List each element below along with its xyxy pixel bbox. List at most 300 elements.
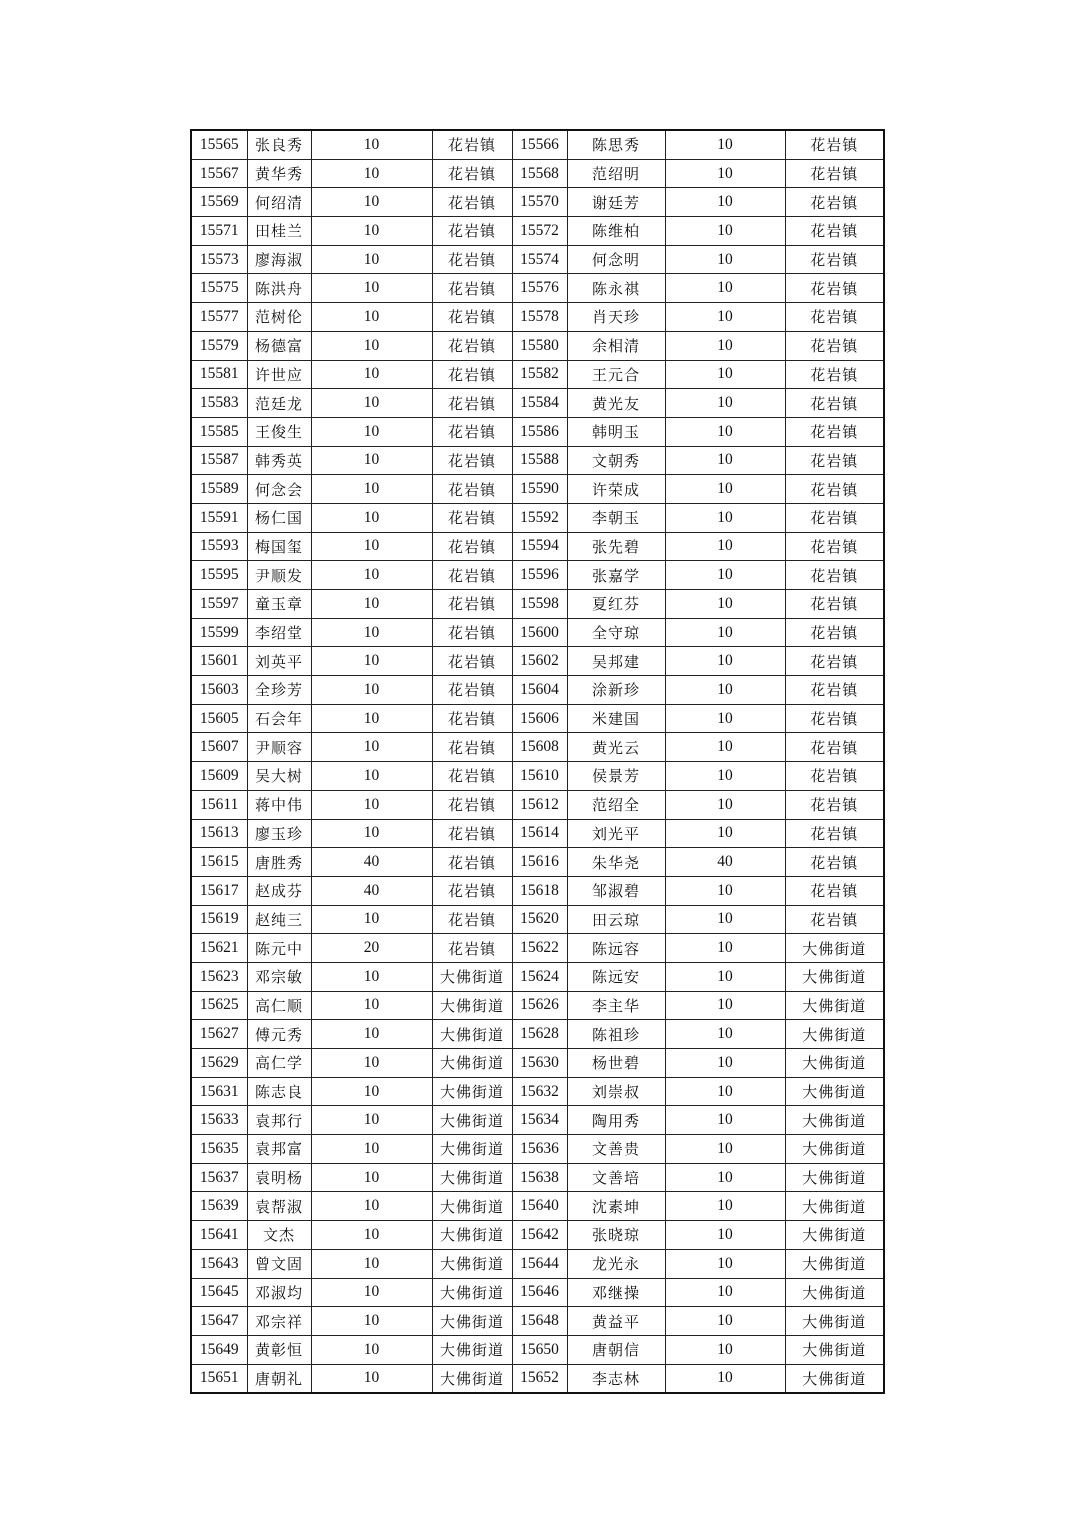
cell-right-place: 花岩镇	[785, 303, 884, 332]
cell-right-amount: 10	[665, 647, 785, 676]
table-row	[191, 1049, 884, 1078]
cell-right-amount: 10	[665, 1163, 785, 1192]
cell-right-name: 刘崇叔	[567, 1077, 665, 1106]
cell-right-id: 15566	[512, 130, 567, 159]
cell-right-amount: 10	[665, 962, 785, 991]
cell-left-id: 15593	[191, 532, 247, 561]
cell-left-id: 15609	[191, 762, 247, 791]
cell-right-name: 龙光永	[567, 1249, 665, 1278]
cell-left-amount: 10	[311, 790, 432, 819]
cell-right-id: 15584	[512, 389, 567, 418]
cell-right-id: 15618	[512, 876, 567, 905]
cell-left-place: 花岩镇	[432, 303, 512, 332]
cell-left-amount: 10	[311, 1020, 432, 1049]
cell-left-id: 15623	[191, 962, 247, 991]
cell-left-amount: 10	[311, 417, 432, 446]
cell-left-amount: 10	[311, 991, 432, 1020]
cell-right-name: 许荣成	[567, 475, 665, 504]
table-row	[191, 274, 884, 303]
cell-left-place: 大佛街道	[432, 1335, 512, 1364]
cell-left-amount: 10	[311, 1135, 432, 1164]
table-row	[191, 446, 884, 475]
cell-right-place: 花岩镇	[785, 848, 884, 877]
cell-left-place: 花岩镇	[432, 848, 512, 877]
cell-right-place: 花岩镇	[785, 130, 884, 159]
table-row	[191, 647, 884, 676]
cell-left-id: 15649	[191, 1335, 247, 1364]
cell-right-amount: 10	[665, 704, 785, 733]
cell-left-place: 花岩镇	[432, 676, 512, 705]
roster-table	[190, 129, 885, 1394]
cell-left-amount: 10	[311, 274, 432, 303]
cell-right-amount: 10	[665, 590, 785, 619]
table-row	[191, 1077, 884, 1106]
cell-left-name: 全珍芳	[247, 676, 311, 705]
cell-left-amount: 10	[311, 503, 432, 532]
cell-right-name: 文善贵	[567, 1135, 665, 1164]
cell-left-place: 大佛街道	[432, 1249, 512, 1278]
table-row	[191, 503, 884, 532]
cell-left-place: 大佛街道	[432, 1106, 512, 1135]
cell-left-place: 花岩镇	[432, 245, 512, 274]
cell-right-name: 张嘉学	[567, 561, 665, 590]
cell-left-id: 15635	[191, 1135, 247, 1164]
cell-left-id: 15647	[191, 1307, 247, 1336]
cell-right-id: 15586	[512, 417, 567, 446]
cell-right-place: 大佛街道	[785, 1364, 884, 1393]
table-row	[191, 704, 884, 733]
table-row	[191, 1135, 884, 1164]
cell-left-amount: 10	[311, 1307, 432, 1336]
cell-left-amount: 10	[311, 360, 432, 389]
table-row	[191, 1307, 884, 1336]
cell-left-id: 15571	[191, 217, 247, 246]
cell-left-place: 花岩镇	[432, 532, 512, 561]
cell-right-id: 15636	[512, 1135, 567, 1164]
cell-right-place: 大佛街道	[785, 934, 884, 963]
cell-left-place: 花岩镇	[432, 905, 512, 934]
cell-right-name: 范绍明	[567, 159, 665, 188]
cell-left-name: 韩秀英	[247, 446, 311, 475]
cell-right-place: 花岩镇	[785, 188, 884, 217]
cell-right-place: 大佛街道	[785, 1221, 884, 1250]
cell-right-id: 15594	[512, 532, 567, 561]
cell-left-name: 张良秀	[247, 130, 311, 159]
cell-left-name: 袁邦富	[247, 1135, 311, 1164]
cell-right-amount: 10	[665, 1135, 785, 1164]
table-row	[191, 1020, 884, 1049]
table-row	[191, 590, 884, 619]
cell-right-name: 韩明玉	[567, 417, 665, 446]
cell-right-name: 范绍全	[567, 790, 665, 819]
cell-left-id: 15573	[191, 245, 247, 274]
cell-left-name: 何绍清	[247, 188, 311, 217]
cell-right-name: 陈祖珍	[567, 1020, 665, 1049]
cell-right-amount: 40	[665, 848, 785, 877]
table-row	[191, 848, 884, 877]
cell-right-name: 黄益平	[567, 1307, 665, 1336]
cell-left-name: 尹顺容	[247, 733, 311, 762]
cell-left-id: 15591	[191, 503, 247, 532]
cell-left-name: 邓淑均	[247, 1278, 311, 1307]
cell-left-place: 大佛街道	[432, 1020, 512, 1049]
cell-left-place: 大佛街道	[432, 1135, 512, 1164]
cell-right-amount: 10	[665, 389, 785, 418]
cell-left-name: 廖玉珍	[247, 819, 311, 848]
cell-right-name: 谢廷芳	[567, 188, 665, 217]
cell-right-name: 李主华	[567, 991, 665, 1020]
cell-left-id: 15625	[191, 991, 247, 1020]
cell-left-id: 15569	[191, 188, 247, 217]
cell-left-id: 15599	[191, 618, 247, 647]
cell-right-name: 朱华尧	[567, 848, 665, 877]
cell-right-amount: 10	[665, 905, 785, 934]
cell-right-amount: 10	[665, 876, 785, 905]
table-row	[191, 245, 884, 274]
cell-right-id: 15626	[512, 991, 567, 1020]
cell-right-id: 15652	[512, 1364, 567, 1393]
cell-left-place: 花岩镇	[432, 790, 512, 819]
cell-left-place: 大佛街道	[432, 1192, 512, 1221]
cell-left-place: 大佛街道	[432, 991, 512, 1020]
cell-left-amount: 10	[311, 1278, 432, 1307]
cell-right-name: 文善培	[567, 1163, 665, 1192]
table-row	[191, 1278, 884, 1307]
cell-right-name: 文朝秀	[567, 446, 665, 475]
roster-body	[191, 130, 884, 1393]
table-row	[191, 303, 884, 332]
cell-left-amount: 10	[311, 303, 432, 332]
cell-right-name: 余相清	[567, 331, 665, 360]
cell-right-id: 15600	[512, 618, 567, 647]
cell-left-place: 花岩镇	[432, 647, 512, 676]
cell-right-amount: 10	[665, 475, 785, 504]
cell-right-place: 花岩镇	[785, 647, 884, 676]
cell-right-place: 大佛街道	[785, 991, 884, 1020]
cell-left-place: 大佛街道	[432, 1163, 512, 1192]
cell-right-amount: 10	[665, 503, 785, 532]
cell-left-amount: 10	[311, 1106, 432, 1135]
cell-left-name: 吴大树	[247, 762, 311, 791]
cell-left-place: 花岩镇	[432, 331, 512, 360]
cell-left-place: 花岩镇	[432, 130, 512, 159]
roster-sheet	[190, 129, 883, 1394]
cell-right-name: 邹淑碧	[567, 876, 665, 905]
cell-left-id: 15631	[191, 1077, 247, 1106]
cell-right-place: 花岩镇	[785, 590, 884, 619]
cell-left-id: 15585	[191, 417, 247, 446]
cell-left-name: 黄彰恒	[247, 1335, 311, 1364]
cell-right-place: 花岩镇	[785, 561, 884, 590]
cell-right-id: 15632	[512, 1077, 567, 1106]
table-row	[191, 876, 884, 905]
cell-left-amount: 10	[311, 1077, 432, 1106]
cell-right-id: 15622	[512, 934, 567, 963]
cell-left-id: 15641	[191, 1221, 247, 1250]
cell-left-amount: 10	[311, 331, 432, 360]
cell-left-amount: 10	[311, 1364, 432, 1393]
cell-right-id: 15590	[512, 475, 567, 504]
cell-left-place: 花岩镇	[432, 590, 512, 619]
cell-left-id: 15583	[191, 389, 247, 418]
cell-right-place: 花岩镇	[785, 762, 884, 791]
cell-left-name: 杨德富	[247, 331, 311, 360]
cell-right-place: 花岩镇	[785, 274, 884, 303]
cell-left-place: 花岩镇	[432, 188, 512, 217]
cell-right-place: 花岩镇	[785, 159, 884, 188]
cell-right-name: 邓继操	[567, 1278, 665, 1307]
cell-right-name: 何念明	[567, 245, 665, 274]
cell-left-id: 15629	[191, 1049, 247, 1078]
cell-right-id: 15628	[512, 1020, 567, 1049]
cell-left-place: 花岩镇	[432, 417, 512, 446]
cell-left-amount: 10	[311, 188, 432, 217]
table-row	[191, 762, 884, 791]
cell-right-name: 涂新珍	[567, 676, 665, 705]
cell-left-name: 高仁顺	[247, 991, 311, 1020]
cell-left-amount: 10	[311, 590, 432, 619]
cell-right-id: 15592	[512, 503, 567, 532]
cell-right-id: 15608	[512, 733, 567, 762]
cell-right-place: 大佛街道	[785, 1020, 884, 1049]
cell-right-place: 花岩镇	[785, 876, 884, 905]
cell-right-amount: 10	[665, 991, 785, 1020]
table-row	[191, 475, 884, 504]
cell-left-amount: 10	[311, 217, 432, 246]
cell-left-amount: 10	[311, 618, 432, 647]
cell-right-amount: 10	[665, 1335, 785, 1364]
cell-right-name: 吴邦建	[567, 647, 665, 676]
cell-left-name: 袁明杨	[247, 1163, 311, 1192]
cell-right-place: 花岩镇	[785, 532, 884, 561]
cell-right-place: 花岩镇	[785, 704, 884, 733]
cell-right-amount: 10	[665, 618, 785, 647]
cell-left-place: 花岩镇	[432, 503, 512, 532]
cell-left-place: 花岩镇	[432, 446, 512, 475]
table-row	[191, 217, 884, 246]
table-row	[191, 733, 884, 762]
cell-left-name: 范树伦	[247, 303, 311, 332]
cell-right-place: 花岩镇	[785, 819, 884, 848]
cell-left-amount: 10	[311, 245, 432, 274]
cell-left-name: 陈志良	[247, 1077, 311, 1106]
cell-left-place: 花岩镇	[432, 217, 512, 246]
cell-left-place: 花岩镇	[432, 389, 512, 418]
cell-right-place: 大佛街道	[785, 1135, 884, 1164]
cell-right-id: 15616	[512, 848, 567, 877]
table-row	[191, 819, 884, 848]
cell-right-place: 大佛街道	[785, 1307, 884, 1336]
cell-left-amount: 40	[311, 848, 432, 877]
cell-left-name: 蒋中伟	[247, 790, 311, 819]
cell-left-name: 石会年	[247, 704, 311, 733]
cell-right-amount: 10	[665, 360, 785, 389]
cell-left-place: 花岩镇	[432, 762, 512, 791]
cell-right-place: 花岩镇	[785, 360, 884, 389]
cell-left-amount: 10	[311, 676, 432, 705]
cell-right-place: 花岩镇	[785, 217, 884, 246]
cell-left-name: 曾文固	[247, 1249, 311, 1278]
cell-left-id: 15577	[191, 303, 247, 332]
cell-right-place: 大佛街道	[785, 962, 884, 991]
table-row	[191, 561, 884, 590]
cell-right-id: 15606	[512, 704, 567, 733]
cell-left-amount: 10	[311, 130, 432, 159]
cell-left-place: 花岩镇	[432, 934, 512, 963]
cell-right-amount: 10	[665, 561, 785, 590]
cell-right-amount: 10	[665, 1278, 785, 1307]
cell-right-amount: 10	[665, 159, 785, 188]
cell-right-amount: 10	[665, 1221, 785, 1250]
cell-left-amount: 10	[311, 704, 432, 733]
cell-right-place: 花岩镇	[785, 503, 884, 532]
cell-right-id: 15630	[512, 1049, 567, 1078]
cell-right-name: 黄光云	[567, 733, 665, 762]
cell-right-id: 15640	[512, 1192, 567, 1221]
cell-right-id: 15596	[512, 561, 567, 590]
cell-left-id: 15619	[191, 905, 247, 934]
cell-left-place: 大佛街道	[432, 1221, 512, 1250]
cell-left-name: 陈洪舟	[247, 274, 311, 303]
cell-right-amount: 10	[665, 1020, 785, 1049]
table-row	[191, 1335, 884, 1364]
cell-right-name: 杨世碧	[567, 1049, 665, 1078]
cell-left-place: 大佛街道	[432, 1278, 512, 1307]
cell-right-id: 15582	[512, 360, 567, 389]
cell-right-place: 花岩镇	[785, 905, 884, 934]
cell-right-name: 全守琼	[567, 618, 665, 647]
cell-right-amount: 10	[665, 417, 785, 446]
cell-right-place: 花岩镇	[785, 790, 884, 819]
cell-right-id: 15578	[512, 303, 567, 332]
cell-right-name: 陈永祺	[567, 274, 665, 303]
cell-left-id: 15601	[191, 647, 247, 676]
cell-left-id: 15645	[191, 1278, 247, 1307]
cell-left-id: 15603	[191, 676, 247, 705]
cell-right-name: 陈维柏	[567, 217, 665, 246]
cell-left-amount: 10	[311, 446, 432, 475]
cell-right-place: 花岩镇	[785, 733, 884, 762]
cell-left-id: 15579	[191, 331, 247, 360]
cell-left-id: 15605	[191, 704, 247, 733]
cell-right-name: 米建国	[567, 704, 665, 733]
cell-right-amount: 10	[665, 1106, 785, 1135]
cell-left-amount: 10	[311, 733, 432, 762]
cell-right-amount: 10	[665, 532, 785, 561]
cell-left-place: 花岩镇	[432, 876, 512, 905]
cell-right-name: 王元合	[567, 360, 665, 389]
cell-left-place: 大佛街道	[432, 1307, 512, 1336]
cell-right-place: 大佛街道	[785, 1278, 884, 1307]
cell-left-amount: 10	[311, 1335, 432, 1364]
cell-left-amount: 10	[311, 819, 432, 848]
cell-left-name: 范廷龙	[247, 389, 311, 418]
cell-left-name: 文杰	[247, 1221, 311, 1250]
cell-right-place: 花岩镇	[785, 676, 884, 705]
cell-right-name: 田云琼	[567, 905, 665, 934]
cell-right-amount: 10	[665, 245, 785, 274]
cell-right-amount: 10	[665, 790, 785, 819]
cell-right-amount: 10	[665, 303, 785, 332]
cell-right-name: 张先碧	[567, 532, 665, 561]
cell-right-place: 大佛街道	[785, 1049, 884, 1078]
cell-left-place: 大佛街道	[432, 1049, 512, 1078]
cell-right-id: 15580	[512, 331, 567, 360]
cell-left-name: 赵成芬	[247, 876, 311, 905]
table-row	[191, 532, 884, 561]
cell-right-name: 肖天珍	[567, 303, 665, 332]
cell-left-name: 唐朝礼	[247, 1364, 311, 1393]
cell-right-place: 大佛街道	[785, 1335, 884, 1364]
cell-left-id: 15567	[191, 159, 247, 188]
cell-right-amount: 10	[665, 733, 785, 762]
cell-left-id: 15633	[191, 1106, 247, 1135]
cell-left-amount: 10	[311, 1192, 432, 1221]
cell-right-id: 15646	[512, 1278, 567, 1307]
cell-left-amount: 10	[311, 962, 432, 991]
cell-left-id: 15611	[191, 790, 247, 819]
cell-left-amount: 10	[311, 1163, 432, 1192]
cell-right-amount: 10	[665, 1364, 785, 1393]
cell-right-place: 花岩镇	[785, 331, 884, 360]
cell-left-place: 花岩镇	[432, 159, 512, 188]
cell-right-id: 15614	[512, 819, 567, 848]
cell-left-name: 梅国玺	[247, 532, 311, 561]
cell-right-name: 侯景芳	[567, 762, 665, 791]
cell-right-amount: 10	[665, 1077, 785, 1106]
cell-left-place: 大佛街道	[432, 1077, 512, 1106]
cell-left-id: 15639	[191, 1192, 247, 1221]
cell-right-id: 15568	[512, 159, 567, 188]
cell-right-place: 花岩镇	[785, 245, 884, 274]
cell-left-name: 何念会	[247, 475, 311, 504]
cell-left-amount: 10	[311, 561, 432, 590]
cell-right-amount: 10	[665, 274, 785, 303]
cell-left-id: 15615	[191, 848, 247, 877]
cell-left-name: 袁帮淑	[247, 1192, 311, 1221]
cell-right-id: 15620	[512, 905, 567, 934]
cell-left-place: 花岩镇	[432, 561, 512, 590]
cell-right-amount: 10	[665, 762, 785, 791]
cell-right-amount: 10	[665, 188, 785, 217]
cell-left-name: 傅元秀	[247, 1020, 311, 1049]
cell-right-place: 大佛街道	[785, 1249, 884, 1278]
cell-right-name: 夏红芬	[567, 590, 665, 619]
table-row	[191, 159, 884, 188]
cell-right-id: 15650	[512, 1335, 567, 1364]
cell-left-id: 15637	[191, 1163, 247, 1192]
cell-right-amount: 10	[665, 1249, 785, 1278]
cell-right-place: 花岩镇	[785, 618, 884, 647]
cell-right-amount: 10	[665, 1192, 785, 1221]
cell-left-amount: 40	[311, 876, 432, 905]
cell-left-name: 杨仁国	[247, 503, 311, 532]
cell-right-name: 陈远容	[567, 934, 665, 963]
cell-left-amount: 10	[311, 1049, 432, 1078]
cell-right-id: 15570	[512, 188, 567, 217]
cell-right-id: 15638	[512, 1163, 567, 1192]
table-row	[191, 991, 884, 1020]
cell-right-name: 张晓琼	[567, 1221, 665, 1250]
cell-left-place: 花岩镇	[432, 618, 512, 647]
cell-right-id: 15604	[512, 676, 567, 705]
cell-left-amount: 10	[311, 762, 432, 791]
cell-left-name: 尹顺发	[247, 561, 311, 590]
cell-right-name: 黄光友	[567, 389, 665, 418]
cell-left-id: 15589	[191, 475, 247, 504]
cell-right-id: 15588	[512, 446, 567, 475]
table-row	[191, 188, 884, 217]
